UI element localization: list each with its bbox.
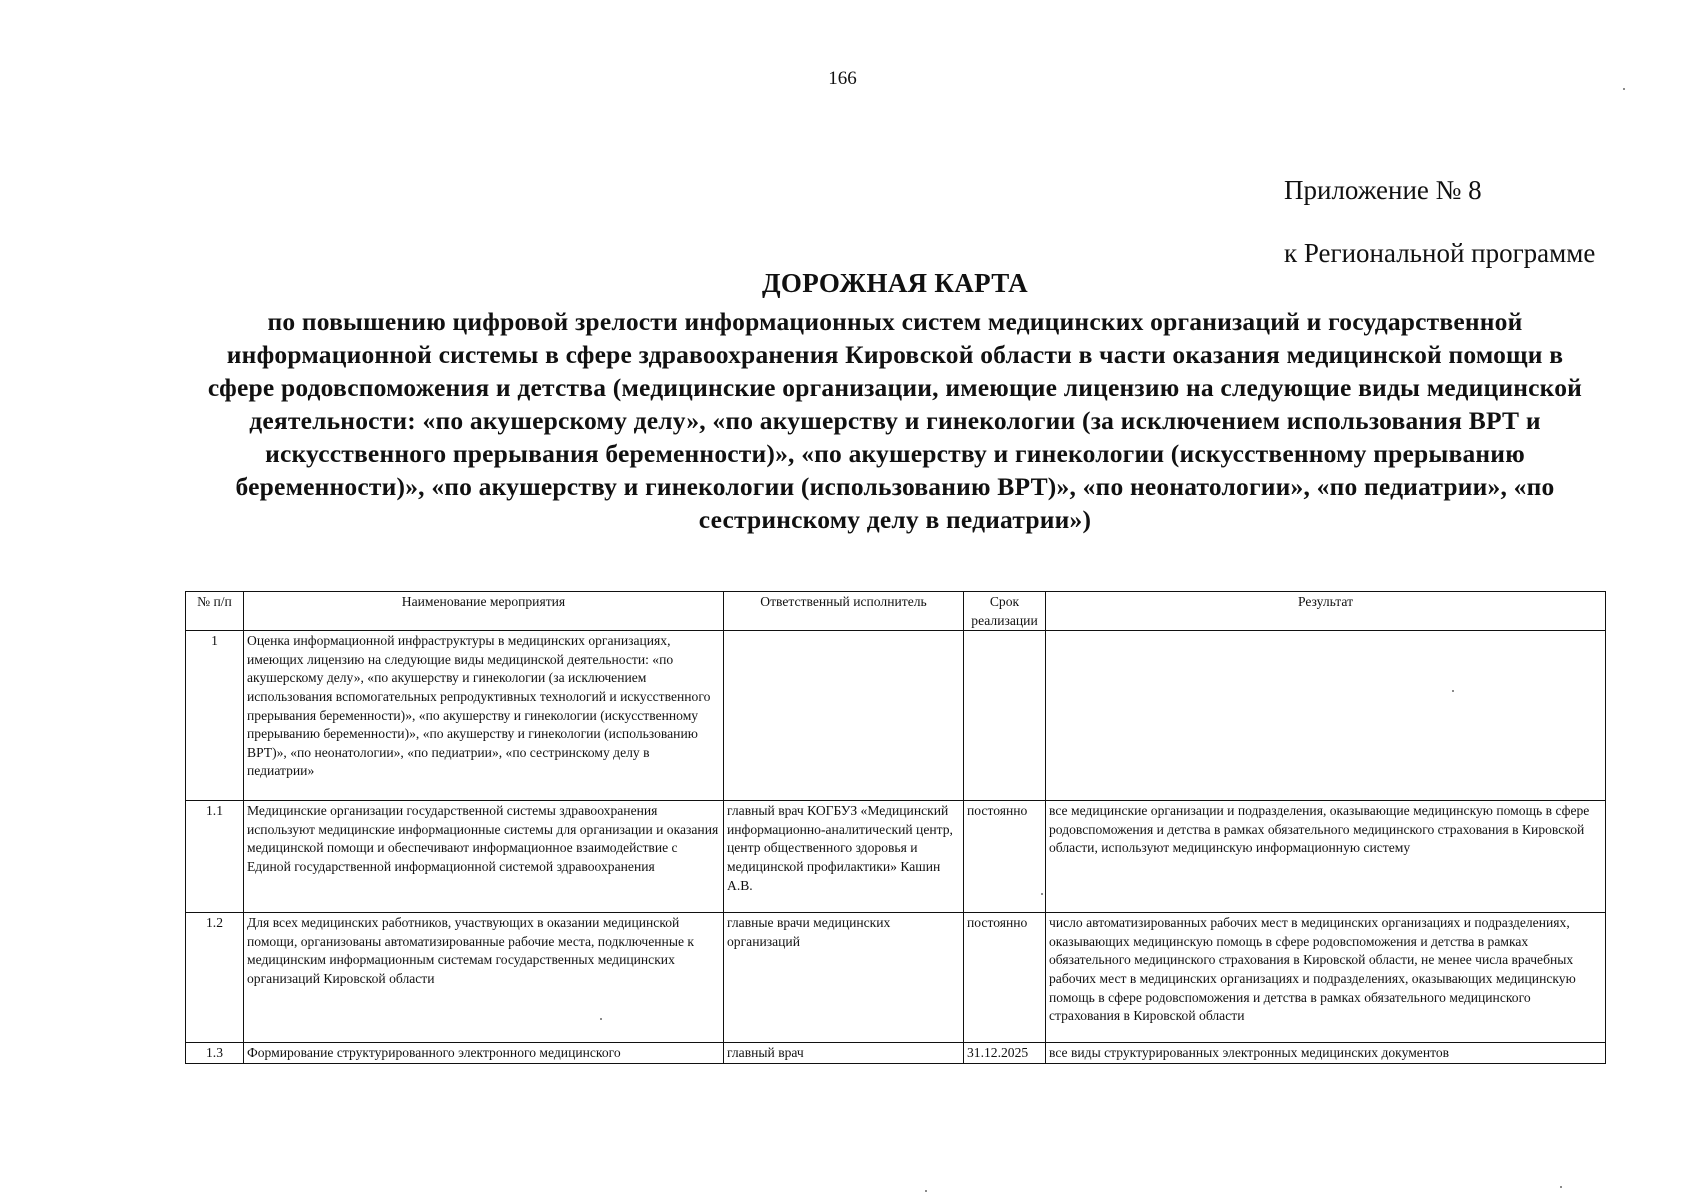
row-name: Медицинские организации государственной системы здравоохранения используют медицинские информационные системы для организации и оказания медицинской помощи и обеспечивают информационное взаимодействие с Единой государственной информационной системой здравоохранения <box>244 801 724 913</box>
roadmap-table <box>185 591 1606 1064</box>
row-result <box>1046 631 1606 801</box>
table-row <box>186 1043 1606 1064</box>
row-name: Оценка информационной инфраструктуры в медицинских организациях, имеющих лицензию на следующие виды медицинской деятельности: «по акушерскому делу», «по акушерству и гинекологии (за исключением использования вспомогательных репродуктивных технологий и искусственного прерывания беременности)», «по акушерству и гинекологии (искусственному прерыванию беременности)», «по акушерству и гинекологии (использованию ВРТ)», «по неонатологии», «по педиатрии», «по сестринскому делу в педиатрии» <box>244 631 724 801</box>
row-responsible: главные врачи медицинских организаций <box>724 913 964 1043</box>
row-responsible: главный врач КОГБУЗ «Медицинский информационно-аналитический центр, центр общественного здоровья и медицинской профилактики» Кашин А.В. <box>724 801 964 913</box>
row-responsible: главный врач <box>724 1043 964 1064</box>
scan-speck <box>1452 690 1454 692</box>
scan-speck <box>1041 893 1043 895</box>
header-result: Результат <box>1046 592 1606 631</box>
row-num: 1.3 <box>186 1043 244 1064</box>
scan-speck <box>925 1190 927 1192</box>
scan-speck <box>600 1018 602 1020</box>
header-deadline: Срок реализации <box>964 592 1046 631</box>
page-number: 166 <box>828 68 857 89</box>
header-num: № п/п <box>186 592 244 631</box>
document-title: ДОРОЖНАЯ КАРТА <box>762 268 1028 298</box>
document-subtitle: по повышению цифровой зрелости информационных систем медицинских организаций и государственной информационной системы в сфере здравоохранения Кировской области в части оказания медицинской помощи в сфере родовспоможения и детства (медицинские организации, имеющие лицензию на следующие виды медицинской деятельности: «по акушерскому делу», «по акушерству и гинекологии (за исключением использования ВРТ и искусственного прерывания беременности)», «по акушерству и гинекологии (искусственному прерыванию беременности)», «по акушерству и гинекологии (использованию ВРТ)», «по неонатологии», «по педиатрии», «по сестринскому делу в педиатрии») <box>207 307 1583 534</box>
row-deadline: постоянно <box>964 801 1046 913</box>
table-row <box>186 913 1606 1043</box>
row-result: все медицинские организации и подразделения, оказывающие медицинскую помощь в сфере родовспоможения и детства в рамках обязательного медицинского страхования в Кировской области, используют медицинскую информационную систему <box>1046 801 1606 913</box>
appendix-title: Приложение № 8 <box>1284 175 1482 205</box>
row-name: Для всех медицинских работников, участвующих в оказании медицинской помощи, организованы автоматизированные рабочие места, подключенные к медицинским информационным системам государственных медицинских организаций Кировской области <box>244 913 724 1043</box>
table-row <box>186 631 1606 801</box>
row-deadline: постоянно <box>964 913 1046 1043</box>
row-responsible <box>724 631 964 801</box>
row-deadline <box>964 631 1046 801</box>
row-num: 1 <box>186 631 244 801</box>
scan-speck <box>1623 88 1625 90</box>
row-num: 1.1 <box>186 801 244 913</box>
row-result: все виды структурированных электронных медицинских документов <box>1046 1043 1606 1064</box>
appendix-subtitle: к Региональной программе <box>1284 238 1596 268</box>
table-header-row <box>186 592 1606 631</box>
row-name: Формирование структурированного электронного медицинского <box>244 1043 724 1064</box>
row-num: 1.2 <box>186 913 244 1043</box>
row-result: число автоматизированных рабочих мест в медицинских организациях и подразделениях, оказывающих медицинскую помощь в сфере родовспоможения и детства в рамках обязательного медицинского страхования в Кировской области, не менее числа врачебных рабочих мест в медицинских организациях и подразделениях, оказывающих медицинскую помощь в сфере родовспоможения и детства в рамках обязательного медицинского страхования в Кировской области <box>1046 913 1606 1043</box>
scan-speck <box>1560 1186 1562 1188</box>
row-deadline: 31.12.2025 <box>964 1043 1046 1064</box>
header-responsible: Ответственный исполнитель <box>724 592 964 631</box>
header-name: Наименование мероприятия <box>244 592 724 631</box>
table-row <box>186 801 1606 913</box>
